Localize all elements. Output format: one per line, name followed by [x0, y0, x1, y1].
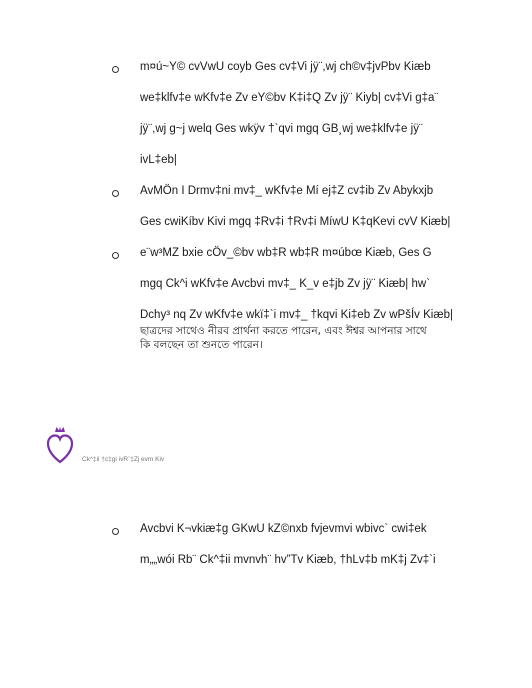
text-line: Ges cwiKíbv Kivi mgq ‡Rv‡i †Rv‡i MíwU K‡qKevi cvV Kiæb| [140, 216, 451, 228]
bengali-text-block [140, 324, 492, 352]
bullet-list [112, 60, 492, 352]
circle-bullet-icon [112, 528, 119, 535]
circle-bullet-icon [112, 190, 119, 197]
text-line: m¤ú~Y© cvVwU coyb Ges cv‡Vi jÿ¨,wj ch©v‡jvPbv Kiæb [140, 61, 431, 73]
text-line: jÿ¨,wj g~j welq Ges wkÿv †`qvi mgq GB¸wj we‡klfv‡e jÿ¨ [140, 123, 423, 135]
list-item [112, 184, 492, 229]
text-line: AvMÖn I Drmv‡ni mv‡_ wKfv‡e Mí ej‡Z cv‡ib Zv Abykxjb [140, 185, 434, 197]
circle-bullet-icon [112, 66, 119, 73]
heart-crown-icon [47, 425, 73, 465]
footer-text: Ck^‡ii †c‡gi ivR¨‡Zj evm Kiv [82, 456, 165, 463]
bullet-list-bottom [112, 522, 492, 584]
text-line: mgq Ck^i wKfv‡e Avcbvi mv‡_ K_v e‡jb Zv jÿ¨ Kiæb| hw` [140, 278, 431, 290]
circle-bullet-icon [112, 252, 119, 259]
list-item [112, 522, 492, 567]
text-line: Avcbvi K¬vkiæ‡g GKwU kZ©nxb fvjevmvi wbivc` cwi‡ek [140, 523, 427, 535]
list-item [112, 60, 492, 167]
text-line: ivL‡eb| [140, 154, 177, 166]
text-line: e¨w³MZ bxie cÖv_©bv wb‡R wb‡R m¤úbœ Kiæb, Ges G [140, 247, 432, 259]
text-line: m„„wói Rb¨ Ck^‡ii mvnvh¨ hv”Tv Kiæb, †hLv‡b mK‡j Zv‡`i [140, 554, 436, 566]
text-line: we‡klfv‡e wKfv‡e Zv eY©bv K‡i‡Q Zv jÿ¨ Kiyb| cv‡Vi g‡a¨ [140, 92, 439, 104]
text-line: Dchy³ nq Zv wKfv‡e wkï‡`i mv‡_ †kqvi Ki‡eb Zv wPšÍv Kiæb| [140, 309, 453, 321]
bengali-text-line: কি বলছেন তা শুনতে পারেন। [140, 339, 263, 351]
bengali-text-line: ছাত্রদের সাথেও নীরব প্রার্থনা করতে পারেন, এবং ঈশ্বর আপনার সাথে [140, 325, 427, 337]
list-item [112, 246, 492, 352]
